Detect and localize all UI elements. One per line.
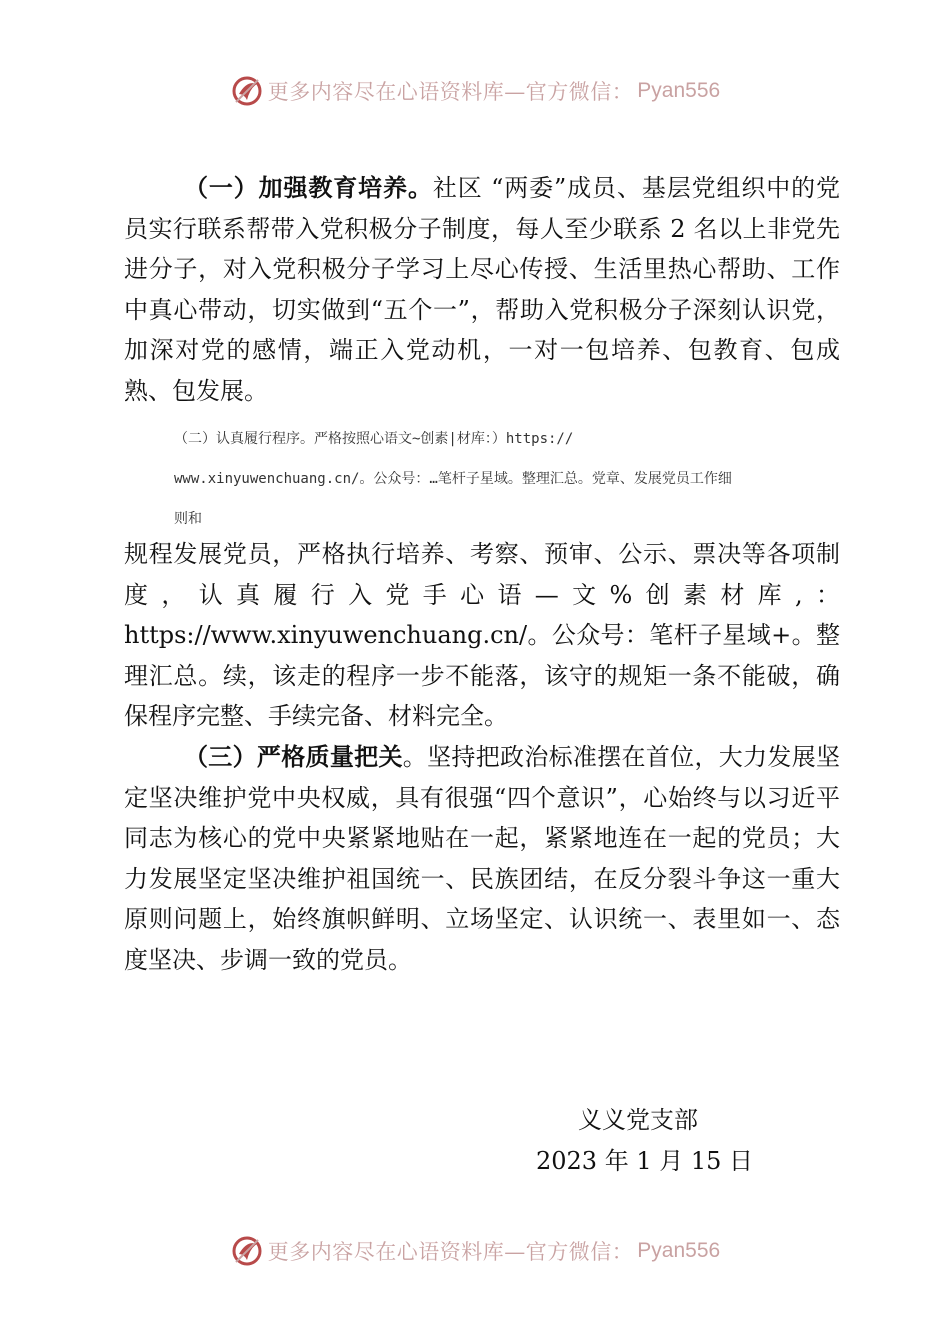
section-3-heading: （三）严格质量把关 [184, 743, 403, 771]
section-2-small-line-2: www.xinyuwenchuang.cn/。公众号：…笔杆子星域。整理汇总。党章、发展党员工作细 [174, 471, 732, 487]
footer-watermark [0, 1234, 950, 1268]
section-3-paragraph [124, 737, 840, 980]
section-2-small-text [174, 419, 846, 539]
section-1-paragraph [124, 168, 840, 411]
section-2-small-line-3: 则和 [174, 511, 202, 527]
watermark-logo-icon [230, 74, 264, 108]
section-1-body: 社区 “两委”成员、基层党组织中的党员实行联系帮带入党积极分子制度，每人至少联系 2 名以上非党先进分子，对入党积极分子学习上尽心传授、生活里热心帮助、工作中真心带动，切实做到“五个一”，帮助入党积极分子深刻认识党，加深对党的感情，端正入党动机，一对一包培养、包教育、包成熟、包发展。 [124, 174, 840, 405]
watermark-code: Pyan556 [637, 1239, 721, 1262]
signature-date: 2023 年 1 月 15 日 [536, 1147, 754, 1175]
header-watermark [0, 74, 950, 108]
section-3-body: 。坚持把政治标准摆在首位，大力发展坚定坚决维护党中央权威，具有很强“四个意识”，心始终与以习近平同志为核心的党中央紧紧地贴在一起，紧紧地连在一起的党员；大力发展坚定坚决维护祖国统一、民族团结，在反分裂斗争这一重大原则问题上，始终旗帜鲜明、立场坚定、认识统一、表里如一、态度坚决、步调一致的党员。 [124, 743, 841, 974]
section-2-paragraph: 规程发展党员，严格执行培养、考察、预审、公示、票决等各项制度，认真履行入党手心语—文%创素材库,：https://www.xinyuwenchuang.cn/。公众号：笔杆子星域+。整理汇总。续，该走的程序一步不能落，该守的规矩一条不能破，确保程序完整、手续完备、材料完全。 [124, 540, 840, 730]
signature-org: 义义党支部 [578, 1106, 698, 1134]
watermark-text: 更多内容尽在心语资料库—官方微信： [267, 80, 634, 104]
section-1-heading: （一）加强教育培养。 [184, 174, 433, 202]
watermark-logo-icon [230, 1234, 264, 1268]
watermark-text: 更多内容尽在心语资料库—官方微信： [267, 1240, 634, 1264]
section-2-small-line-1: （二）认真履行程序。严格按照心语文~创素|材库：）https:// [174, 431, 574, 447]
watermark-code: Pyan556 [637, 79, 721, 102]
